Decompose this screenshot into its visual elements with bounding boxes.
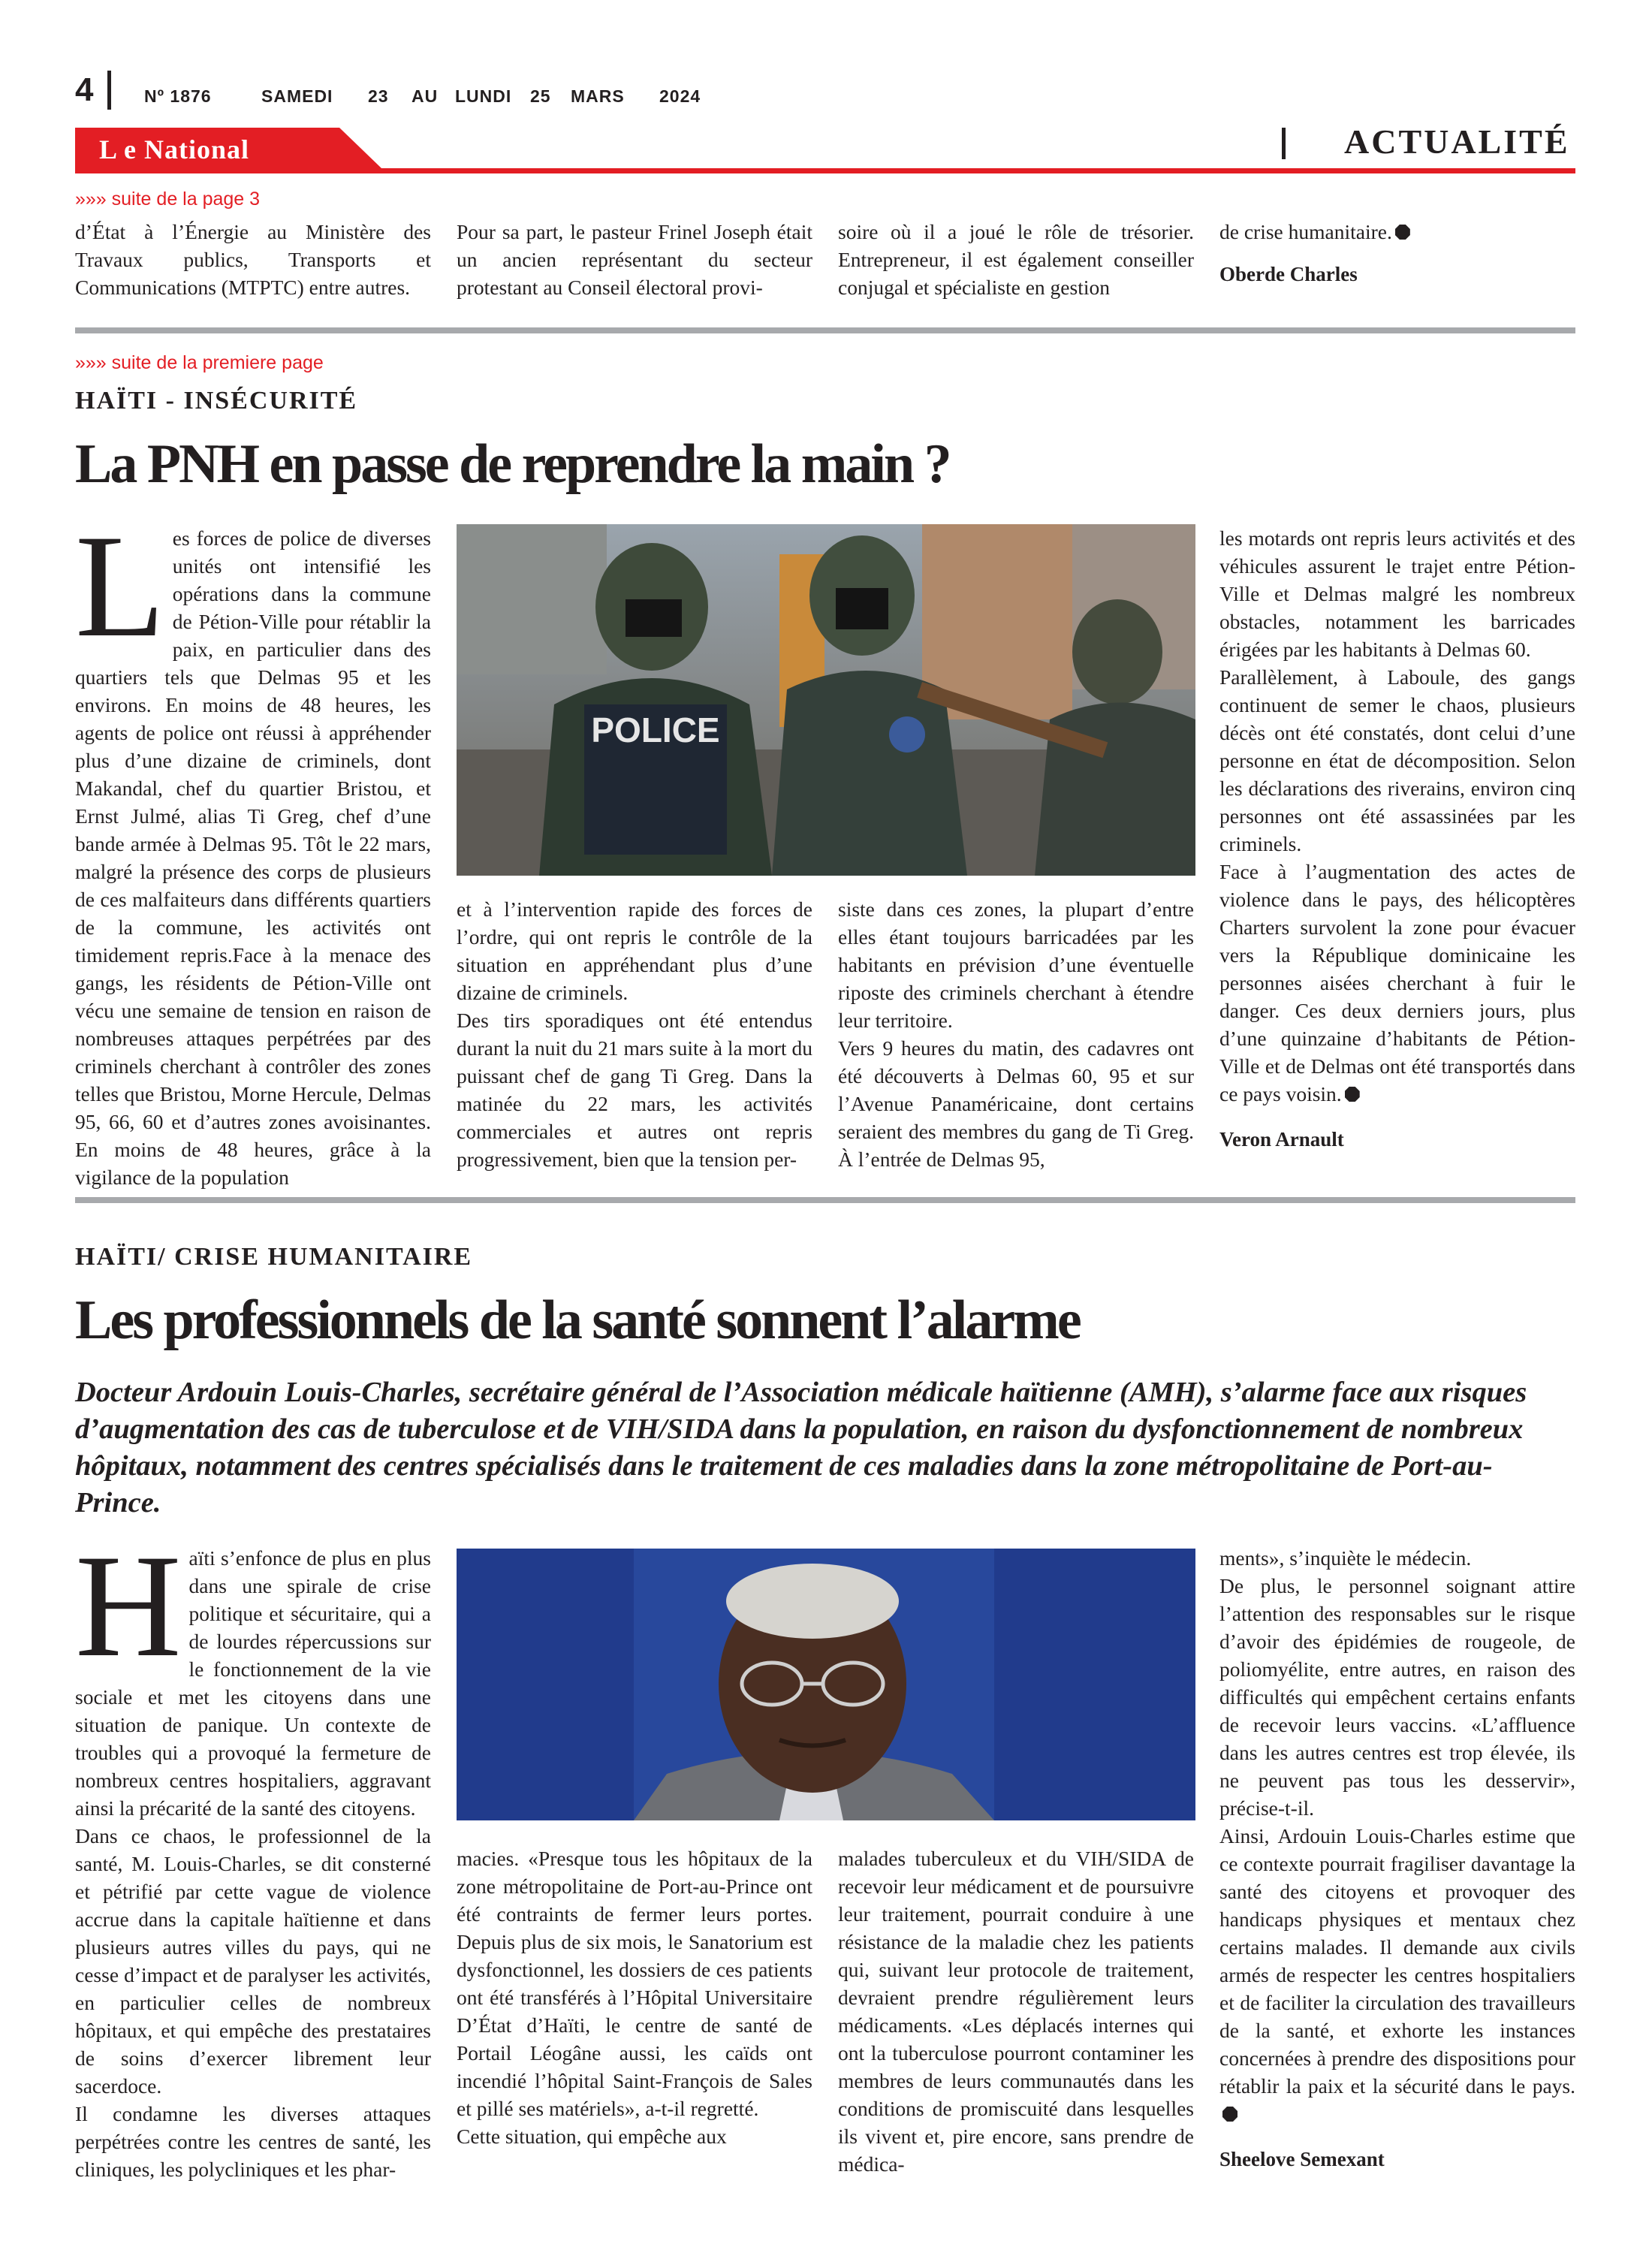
article2-col-1 xyxy=(75,1525,431,2183)
author-byline: Veron Arnault xyxy=(1219,1128,1344,1151)
continued-label-article1: »»» suite de la premiere page xyxy=(75,352,324,373)
doctor-portrait-photo xyxy=(457,1549,1195,1820)
date-year: 2024 xyxy=(659,86,701,106)
date-num2: 25 xyxy=(530,86,551,106)
article1-col-1 xyxy=(75,505,431,1189)
svg-text:POLICE: POLICE xyxy=(591,710,720,749)
author-byline: Sheelove Semexant xyxy=(1219,2148,1385,2170)
article1-col-3 xyxy=(838,895,1194,1173)
continued-col-4 xyxy=(1219,218,1575,288)
header-rule xyxy=(75,168,1575,173)
article2-kicker: HAÏTI/ CRISE HUMANITAIRE xyxy=(75,1243,473,1271)
paragraph: aïti s’enfonce de plus en plus dans une spirale de crise politique et sécuritaire, qui a de lourdes répercussions sur le fonctionnement de la vie sociale et met les citoyens dans une situation de panique. Un contexte de troubles qui a provoqué la fermeture de nombreux centres hospitaliers, aggravant ainsi la précarité de la santé des citoyens. xyxy=(75,1546,431,1820)
article2-col-2 xyxy=(457,1844,812,2150)
end-mark-icon xyxy=(1395,225,1410,240)
paragraph: de crise humanitaire. xyxy=(1219,220,1392,243)
paragraph: Parallèlement, à Laboule, des gangs continuent de semer le chaos, plusieurs décès ont été constatés, dont celui d’une personne en état de décomposition. Selon les déclarations des riverains, environ cinq personnes ont été assassinées par les criminels. xyxy=(1219,665,1575,855)
article1-col-4 xyxy=(1219,524,1575,1154)
paragraph: Pour sa part, le pasteur Frinel Joseph était un ancien représentant du secteur protestant au Conseil électoral provi- xyxy=(457,220,812,299)
paragraph: ments», s’inquiète le médecin. xyxy=(1219,1546,1472,1570)
page-number: 4 xyxy=(75,71,94,108)
paragraph: De plus, le personnel soignant attire l’attention des responsables sur le risque d’avoir des épidémies de rougeole, de poliomyélite, entre autres, en raison des difficultés qui empêchent certains enfants de recevoir leurs vaccins. «L’affluence dans les autres centres est trop élevée, ils ne peuvent pas tous les desservir», précise-t-il. xyxy=(1219,1574,1575,1820)
article1-col-2 xyxy=(457,895,812,1173)
brand-logo: L e National xyxy=(99,134,250,164)
date-num1: 23 xyxy=(368,86,389,106)
date-month: MARS xyxy=(571,86,625,106)
page-number-divider xyxy=(107,71,111,110)
paragraph: les motards ont repris leurs activités et des véhicules assurent le trajet entre Pétion-Ville et Delmas malgré les nombreux obstacles, notamment les barricades érigées par les habitants à Delmas 60. xyxy=(1219,526,1575,661)
end-mark-icon xyxy=(1222,2107,1237,2122)
author-byline: Oberde Charles xyxy=(1219,263,1358,285)
drop-cap: H xyxy=(75,1525,182,1687)
article2-title: Les professionnels de la santé sonnent l’alarme xyxy=(75,1289,1080,1351)
police-photo xyxy=(457,524,1195,876)
paragraph: et à l’intervention rapide des forces de l’ordre, qui ont repris le contrôle de la situation en appréhendant plus d’une dizaine de criminels. xyxy=(457,897,812,1004)
section-title: ACTUALITÉ xyxy=(1344,122,1570,161)
article1-kicker: HAÏTI - INSÉCURITÉ xyxy=(75,387,358,415)
paragraph: Des tirs sporadiques ont été entendus durant la nuit du 21 mars suite à la mort du puissant chef de gang Ti Greg. Dans la matinée du 22 mars, les activités commerciales et autres ont repris progressivement, bien que la tension per- xyxy=(457,1009,812,1171)
paragraph: Il condamne les diverses attaques perpétrées contre les centres de santé, les cliniques, les polycliniques et les phar- xyxy=(75,2102,431,2181)
date-day2: LUNDI xyxy=(455,86,512,106)
paragraph: es forces de police de diverses unités ont intensifié les opérations dans la commune de Pétion-Ville pour rétablir la paix, en particulier dans des quartiers tels que Delmas 95 et les environs. En moins de 48 heures, les agents de police ont réussi à appréhender plus d’une dizaine de criminels, dont Makandal, chef du quartier Bristou, et Ernst Julmé, alias Ti Greg, chef d’une bande armée à Delmas 95. Tôt le 22 mars, malgré la présence des corps de plusieurs de ces malfaiteurs dans différents quartiers de la commune, les activités ont timidement repris.Face à la menace des gangs, les résidents de Pétion-Ville ont vécu une semaine de tension en raison de nombreuses attaques perpétrées par des criminels cherchant à contrôler des zones telles que Bristou, Morne Hercule, Delmas 95, 66, 60 et d’autres zones avoisinantes. En moins de 48 heures, grâce à la vigilance de la population xyxy=(75,526,431,1189)
continued-col-3 xyxy=(838,218,1194,301)
article2-col-4 xyxy=(1219,1544,1575,2173)
drop-cap: L xyxy=(75,505,165,668)
paragraph: Vers 9 heures du matin, des cadavres ont été découverts à Delmas 60, 95 et sur l’Avenue Panaméricaine, dont certains seraient des membres du gang de Ti Greg. À l’entrée de Delmas 95, xyxy=(838,1036,1194,1171)
continued-label: »»» suite de la page 3 xyxy=(75,189,261,210)
end-mark-icon xyxy=(1345,1087,1360,1102)
paragraph: Face à l’augmentation des actes de violence dans le pays, des hélicoptères Charters survolent la zone pour évacuer vers la République dominicaine les personnes aisées cherchant à fuir le danger. Ces deux derniers jours, plus d’une quinzaine d’habitants de Pétion-Ville et de Delmas ont été transportés dans ce pays voisin. xyxy=(1219,860,1575,1105)
issue-number: Nº 1876 xyxy=(144,86,212,106)
section-divider xyxy=(1282,128,1286,159)
continued-col-2 xyxy=(457,218,812,301)
paragraph: malades tuberculeux et du VIH/SIDA de recevoir leur médicament et de poursuivre leur traitement, pourrait conduire à une résistance de la maladie chez les patients qui, suivant leur protocole de traitement, devraient prendre régulièrement leurs médicaments. «Les déplacés internes qui ont la tuberculose pourront contaminer les membres de leurs communautés dans les conditions de promiscuité dans lesquelles ils vivent et, pire encore, sans prendre de médica- xyxy=(838,1847,1194,2176)
article2-lead: Docteur Ardouin Louis-Charles, secrétaire général de l’Association médicale haïtienne (AMH), s’alarme face aux risques d’augmentation des cas de tuberculose et de VIH/SIDA dans la population, en raison du dysfonctionnement de nombreux hôpitaux, notamment des centres spécialisés dans le traitement de ces maladies dans la zone métropolitaine de Port-au-Prince. xyxy=(75,1377,1527,1519)
continued-col-1 xyxy=(75,218,431,301)
paragraph: d’État à l’Énergie au Ministère des Travaux publics, Transports et Communications (MTPTC) entre autres. xyxy=(75,220,431,299)
date-au: AU xyxy=(411,86,439,106)
article1-title: La PNH en passe de reprendre la main ? xyxy=(75,433,950,495)
article2-col-3 xyxy=(838,1844,1194,2178)
paragraph: Ainsi, Ardouin Louis-Charles estime que ce contexte pourrait fragiliser davantage la santé des citoyens et provoquer des handicaps physiques et mentaux chez certains malades. Il demande aux civils armés de respecter les centres hospitaliers et de faciliter la circulation des travailleurs de la santé, et exhorte les instances concernées à prendre des dispositions pour rétablir la paix et la sécurité dans le pays. xyxy=(1219,1824,1575,2098)
paragraph: Cette situation, qui empêche aux xyxy=(457,2125,727,2148)
paragraph: Dans ce chaos, le professionnel de la santé, M. Louis-Charles, se dit consterné et pétrifié par cette vague de violence accrue dans la capitale haïtienne et dans plusieurs autres villes du pays, qui ne cesse d’impact et de paralyser les activités, en particulier celles de nombreux hôpitaux, et qui empêche des prestataires de soins d’exercer librement leur sacerdoce. xyxy=(75,1824,431,2098)
paragraph: soire où il a joué le rôle de trésorier. Entrepreneur, il est également conseiller conjugal et spécialiste en gestion xyxy=(838,220,1194,299)
paragraph: siste dans ces zones, la plupart d’entre elles étant toujours barricadées par les habitants en prévision d’une éventuelle riposte des criminels cherchant à étendre leur territoire. xyxy=(838,897,1194,1032)
date-day1: SAMEDI xyxy=(261,86,333,106)
section-rule xyxy=(75,1197,1575,1203)
section-rule xyxy=(75,327,1575,333)
paragraph: macies. «Presque tous les hôpitaux de la zone métropolitaine de Port-au-Prince ont été contraints de fermer leurs portes. Depuis plus de six mois, le Sanatorium est dysfonctionnel, les dossiers de ces patients ont été transférés à l’Hôpital Universitaire D’État d’Haïti, le centre de santé de Portail Léogâne aussi, les caïds ont incendié l’hôpital Saint-François de Sales et pillé ses matériels», a-t-il regretté. xyxy=(457,1847,812,2120)
